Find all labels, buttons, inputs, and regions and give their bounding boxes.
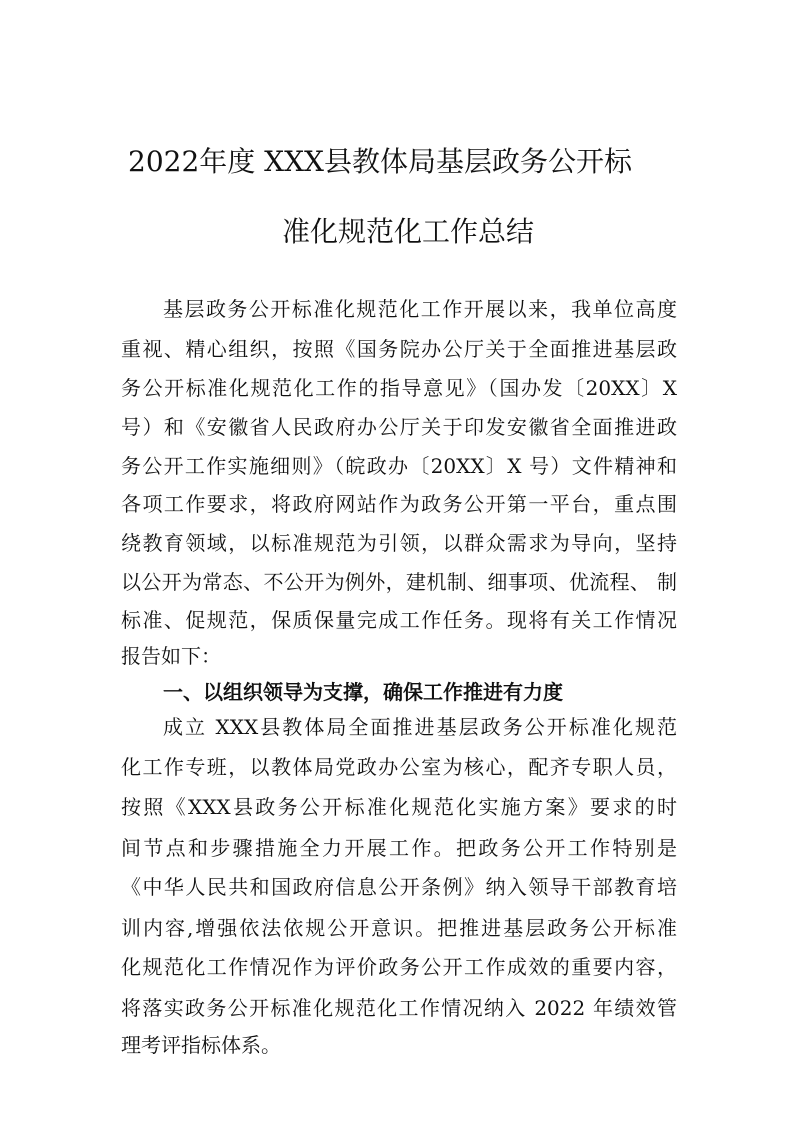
paragraph-line: 重视、精心组织，按照《国务院办公厅关于全面推进基层政 [121, 337, 677, 361]
paragraph-line: 各项工作要求，将政府网站作为政务公开第一平台，重点围 [121, 492, 677, 516]
paragraph-line: 理考评指标体系。 [121, 1033, 281, 1057]
paragraph-line: 将落实政务公开标准化规范化工作情况纳入 2022 年绩效管 [121, 996, 677, 1020]
paragraph-line: 《中华人民共和国政府信息公开条例》纳入领导干部教育培 [121, 875, 677, 899]
paragraph-line: 绕教育领域，以标准规范为引领，以群众需求为导向，坚持 [121, 531, 677, 555]
title-line-1: 2022年度 XXX县教体局基层政务公开标 [128, 145, 632, 178]
paragraph-line: 标准、促规范，保质保量完成工作任务。现将有关工作情况 [121, 608, 677, 632]
paragraph-line: 务公开标准化规范化工作的指导意见》（国办发〔20XX〕X [121, 376, 677, 400]
paragraph-line: 号）和《安徽省人民政府办公厅关于印发安徽省全面推进政 [121, 415, 677, 439]
paragraph-line: 按照《XXX县政务公开标准化规范化实施方案》要求的时 [121, 795, 677, 819]
paragraph-line: 训内容,增强依法依规公开意识。把推进基层政务公开标准 [121, 916, 677, 940]
paragraph-line: 间节点和步骤措施全力开展工作。把政务公开工作特别是 [121, 836, 677, 860]
paragraph-line: 以公开为常态、不公开为例外，建机制、细事项、优流程、 制 [121, 570, 677, 594]
paragraph-line: 成立 XXX县教体局全面推进基层政务公开标准化规范 [163, 715, 677, 739]
paragraph-line: 化工作专班，以教体局党政办公室为核心，配齐专职人员， [121, 755, 677, 779]
paragraph-line: 报告如下： [121, 644, 221, 668]
paragraph-line: 基层政务公开标准化规范化工作开展以来，我单位高度 [163, 297, 677, 321]
title-line-2: 准化规范化工作总结 [282, 215, 535, 248]
paragraph-line: 务公开工作实施细则》（皖政办〔20XX〕X 号）文件精神和 [121, 454, 677, 478]
paragraph-line: 化规范化工作情况作为评价政务公开工作成效的重要内容， [121, 955, 677, 979]
section-heading: 一、以组织领导为支撑，确保工作推进有力度 [163, 680, 563, 704]
